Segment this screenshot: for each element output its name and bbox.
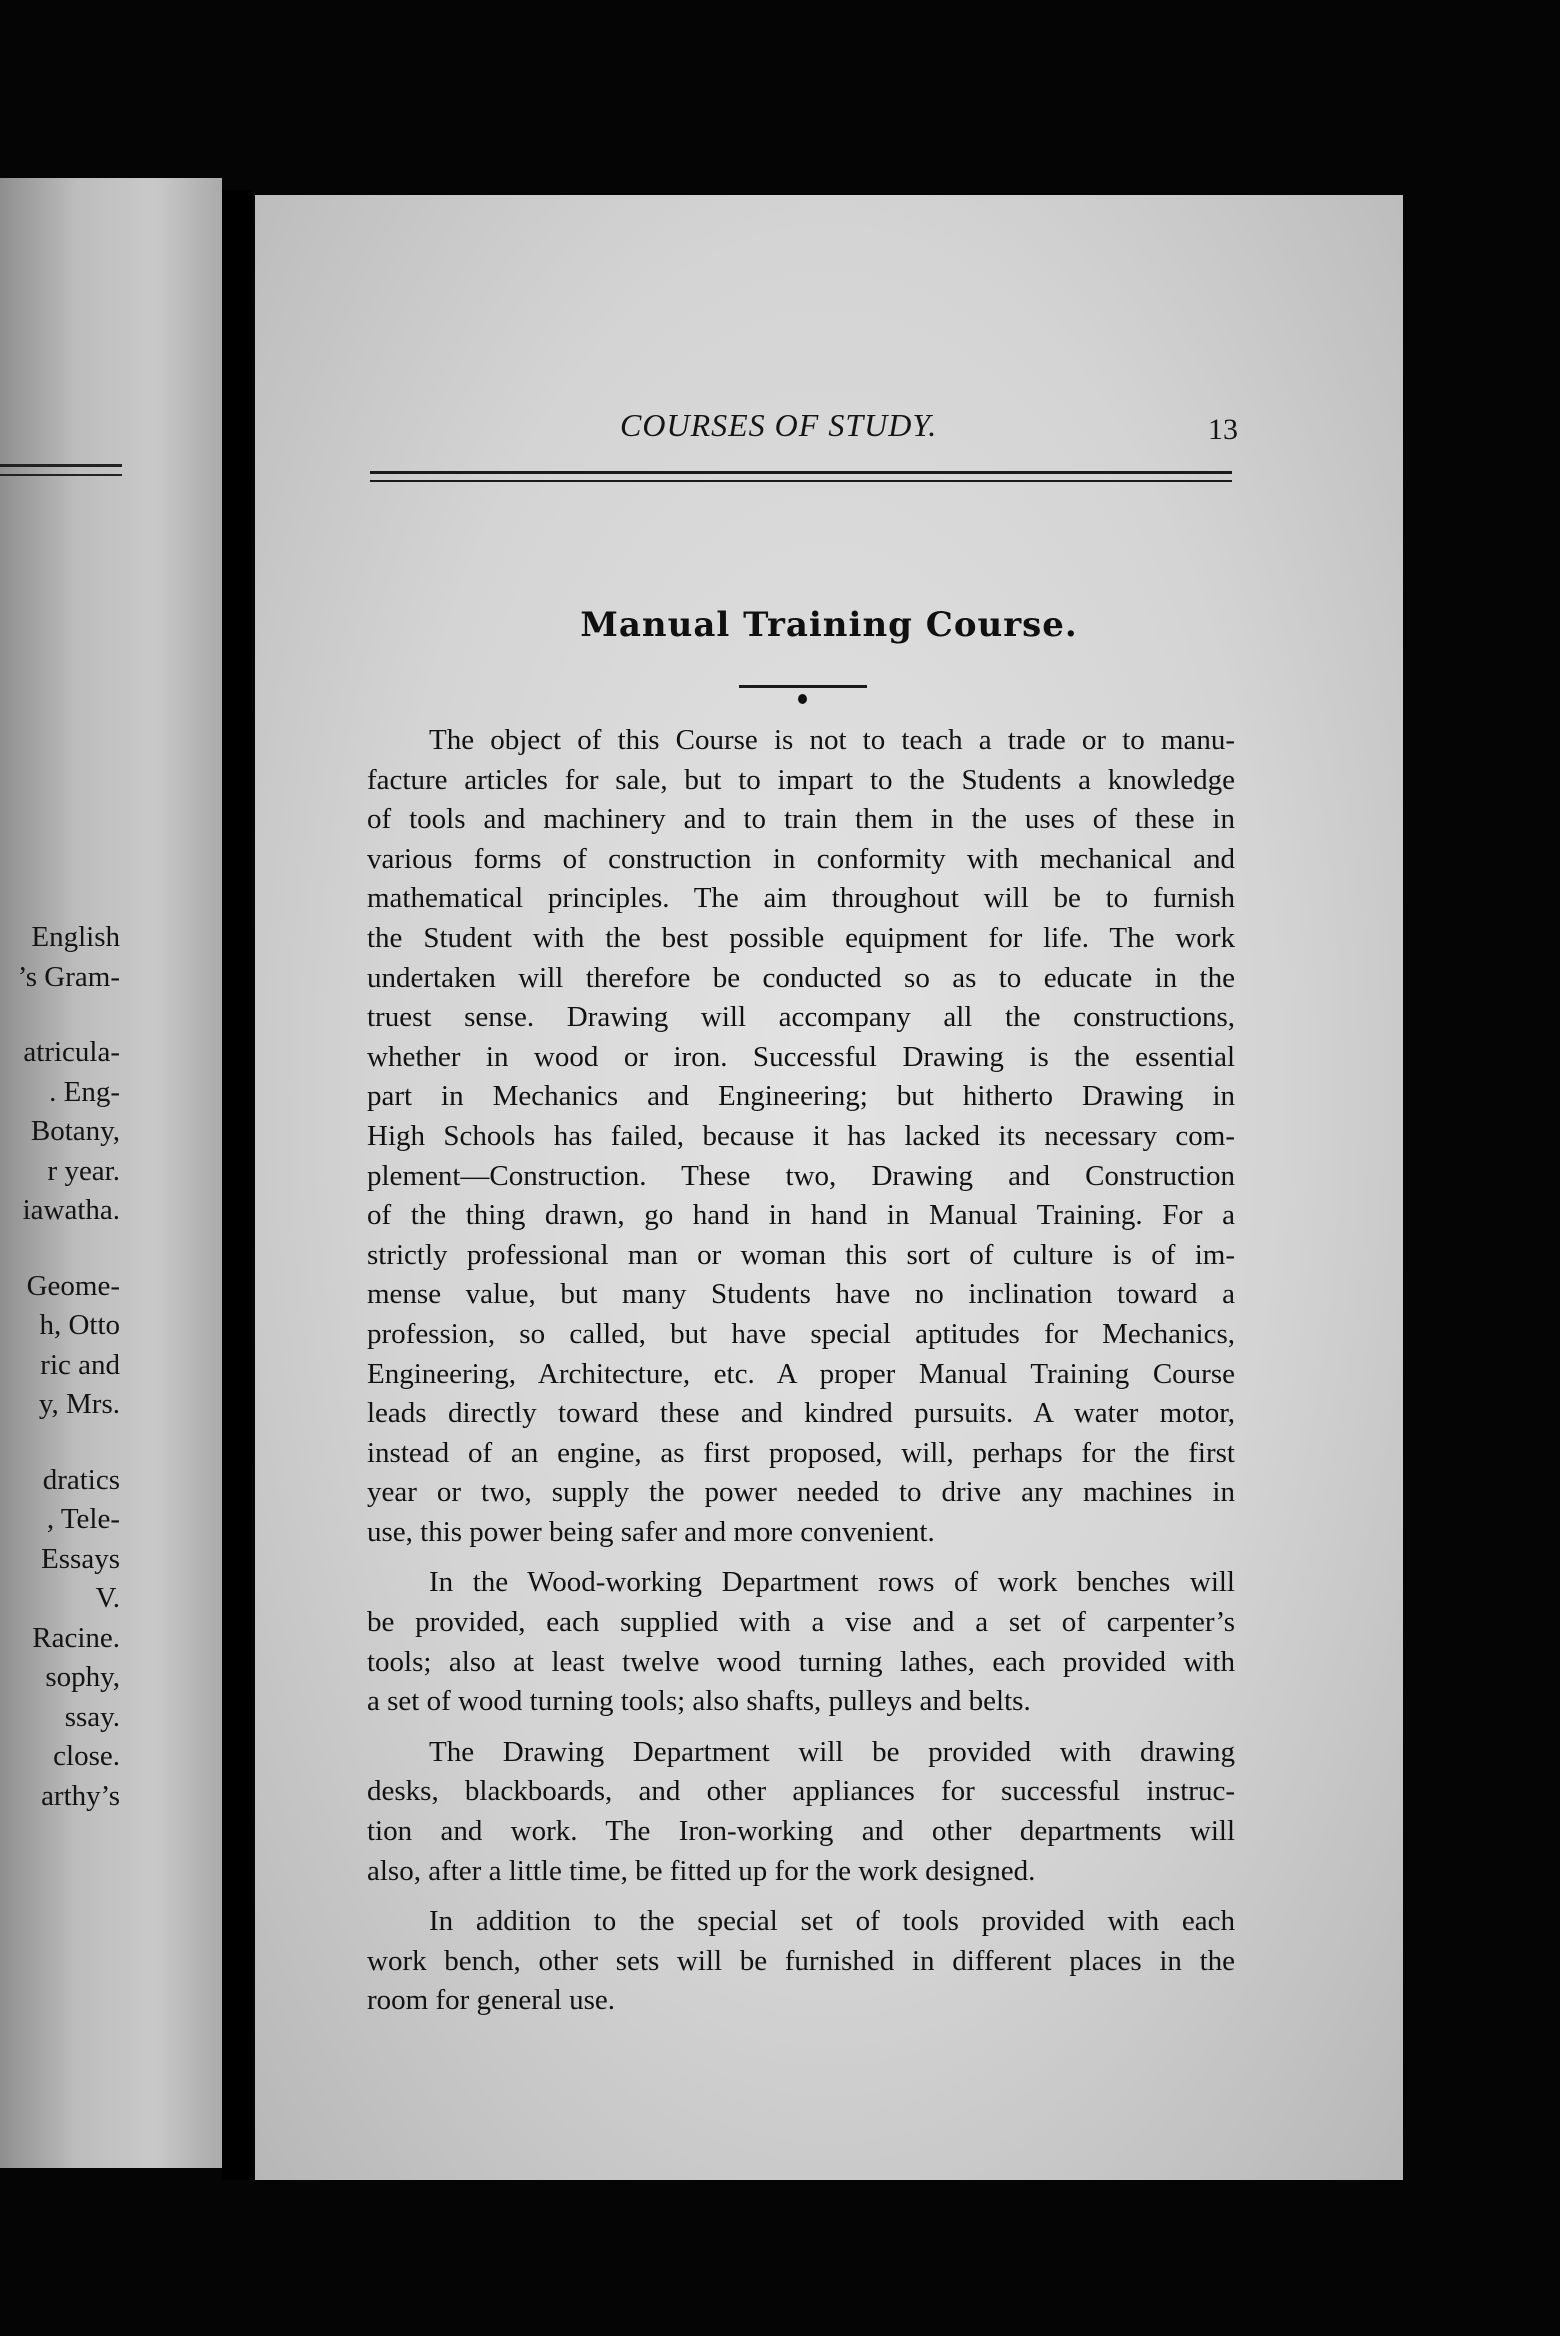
left-page-line: arthy’s	[41, 1779, 120, 1812]
text-line: year or two, supply the power needed to drive any machines in	[367, 1476, 1235, 1509]
text-line: mathematical principles. The aim throughout will be to furnish	[367, 882, 1235, 915]
left-page-line: dratics	[42, 1463, 120, 1496]
left-page-line: ssay.	[64, 1700, 120, 1733]
text-line: desks, blackboards, and other appliances for successful instruc-	[367, 1775, 1235, 1808]
book-gutter	[222, 190, 252, 2180]
left-page-line: r year.	[47, 1154, 120, 1187]
running-head	[255, 407, 1403, 447]
left-page-line: V.	[95, 1582, 120, 1614]
left-facing-page	[0, 178, 222, 2168]
text-line: of tools and machinery and to train them in the uses of these in	[367, 803, 1235, 836]
paragraph	[367, 1902, 1235, 2021]
left-page-line: ric and	[40, 1348, 120, 1381]
left-page-line: English	[31, 921, 120, 953]
left-page-line: close.	[53, 1740, 120, 1772]
paragraph	[367, 1563, 1235, 1721]
section-heading: Manual Training Course.	[580, 605, 1078, 645]
text-line: mense value, but many Students have no inclination toward a	[367, 1278, 1235, 1311]
text-line: High Schools has failed, because it has lacked its necessary com-	[367, 1119, 1235, 1152]
left-page-line: h, Otto	[39, 1309, 120, 1341]
heading-ornament-rule	[739, 685, 867, 688]
paragraph	[367, 1733, 1235, 1891]
text-line: of the thing drawn, go hand in hand in Manual Training. For a	[367, 1199, 1235, 1232]
text-line: profession, so called, but have special aptitudes for Mechanics,	[367, 1317, 1235, 1350]
left-page-line: . Eng-	[49, 1075, 120, 1108]
book-page	[255, 195, 1403, 2180]
text-line: the Student with the best possible equipment for life. The work	[367, 921, 1235, 954]
text-line: be provided, each supplied with a vise and a set of carpenter’s	[367, 1606, 1235, 1639]
left-page-gap	[18, 997, 120, 1033]
paragraph	[367, 721, 1235, 1552]
text-line: part in Mechanics and Engineering; but hitherto Drawing in	[367, 1080, 1235, 1113]
left-page-gap	[18, 1231, 120, 1267]
text-line: various forms of construction in conformity with mechanical and	[367, 842, 1235, 875]
text-line: also, after a little time, be fitted up for the work designed.	[367, 1854, 1036, 1887]
text-line: work bench, other sets will be furnished in different places in the	[367, 1944, 1235, 1977]
left-page-line: Botany,	[30, 1115, 120, 1147]
text-line: tools; also at least twelve wood turning lathes, each provided with	[367, 1645, 1235, 1678]
text-line: Engineering, Architecture, etc. A proper Manual Training Course	[367, 1357, 1235, 1390]
page-number: 13	[1208, 413, 1238, 446]
text-line: whether in wood or iron. Successful Drawing is the essential	[367, 1040, 1235, 1073]
left-page-line: atricula-	[23, 1036, 120, 1068]
text-line: tion and work. The Iron-working and other departments will	[367, 1815, 1235, 1848]
left-page-line: Racine.	[32, 1621, 120, 1654]
left-page-text	[18, 918, 120, 1816]
text-line: In the Wood-working Department rows of work benches will	[429, 1566, 1235, 1599]
left-page-line: sophy,	[45, 1661, 120, 1693]
left-page-line: Essays	[41, 1542, 120, 1575]
body-text	[367, 721, 1235, 2021]
text-line: undertaken will therefore be conducted so as to educate in the	[367, 961, 1235, 994]
text-line: The object of this Course is not to teach a trade or to manu-	[429, 724, 1235, 756]
text-line: leads directly toward these and kindred pursuits. A water motor,	[367, 1397, 1235, 1430]
text-line: In addition to the special set of tools provided with each	[429, 1905, 1235, 1938]
left-page-line: , Tele-	[46, 1503, 120, 1535]
running-title: COURSES OF STUDY.	[620, 407, 938, 443]
left-page-line: iawatha.	[22, 1194, 120, 1226]
text-line: room for general use.	[367, 1984, 616, 2017]
left-page-line: y, Mrs.	[38, 1388, 120, 1420]
left-page-line: ’s Gram-	[17, 960, 120, 993]
text-line: strictly professional man or woman this sort of culture is of im-	[367, 1238, 1235, 1271]
text-line: facture articles for sale, but to impart to the Students a knowledge	[367, 763, 1235, 796]
left-page-line: Geome-	[26, 1269, 120, 1302]
text-line: a set of wood turning tools; also shafts, pulleys and belts.	[367, 1685, 1031, 1718]
left-page-gap	[18, 1425, 120, 1461]
left-page-rule	[0, 474, 122, 476]
text-line: plement—Construction. These two, Drawing and Construction	[367, 1159, 1235, 1192]
text-line: instead of an engine, as first proposed, will, perhaps for the first	[367, 1436, 1235, 1469]
text-line: The Drawing Department will be provided with drawing	[429, 1735, 1235, 1768]
text-line: truest sense. Drawing will accompany all the constructions,	[367, 1001, 1235, 1034]
text-line: use, this power being safer and more convenient.	[367, 1515, 935, 1548]
header-rule	[370, 480, 1232, 482]
heading-ornament-dot	[798, 694, 807, 704]
left-page-rule	[0, 464, 122, 467]
header-rule	[370, 471, 1232, 474]
